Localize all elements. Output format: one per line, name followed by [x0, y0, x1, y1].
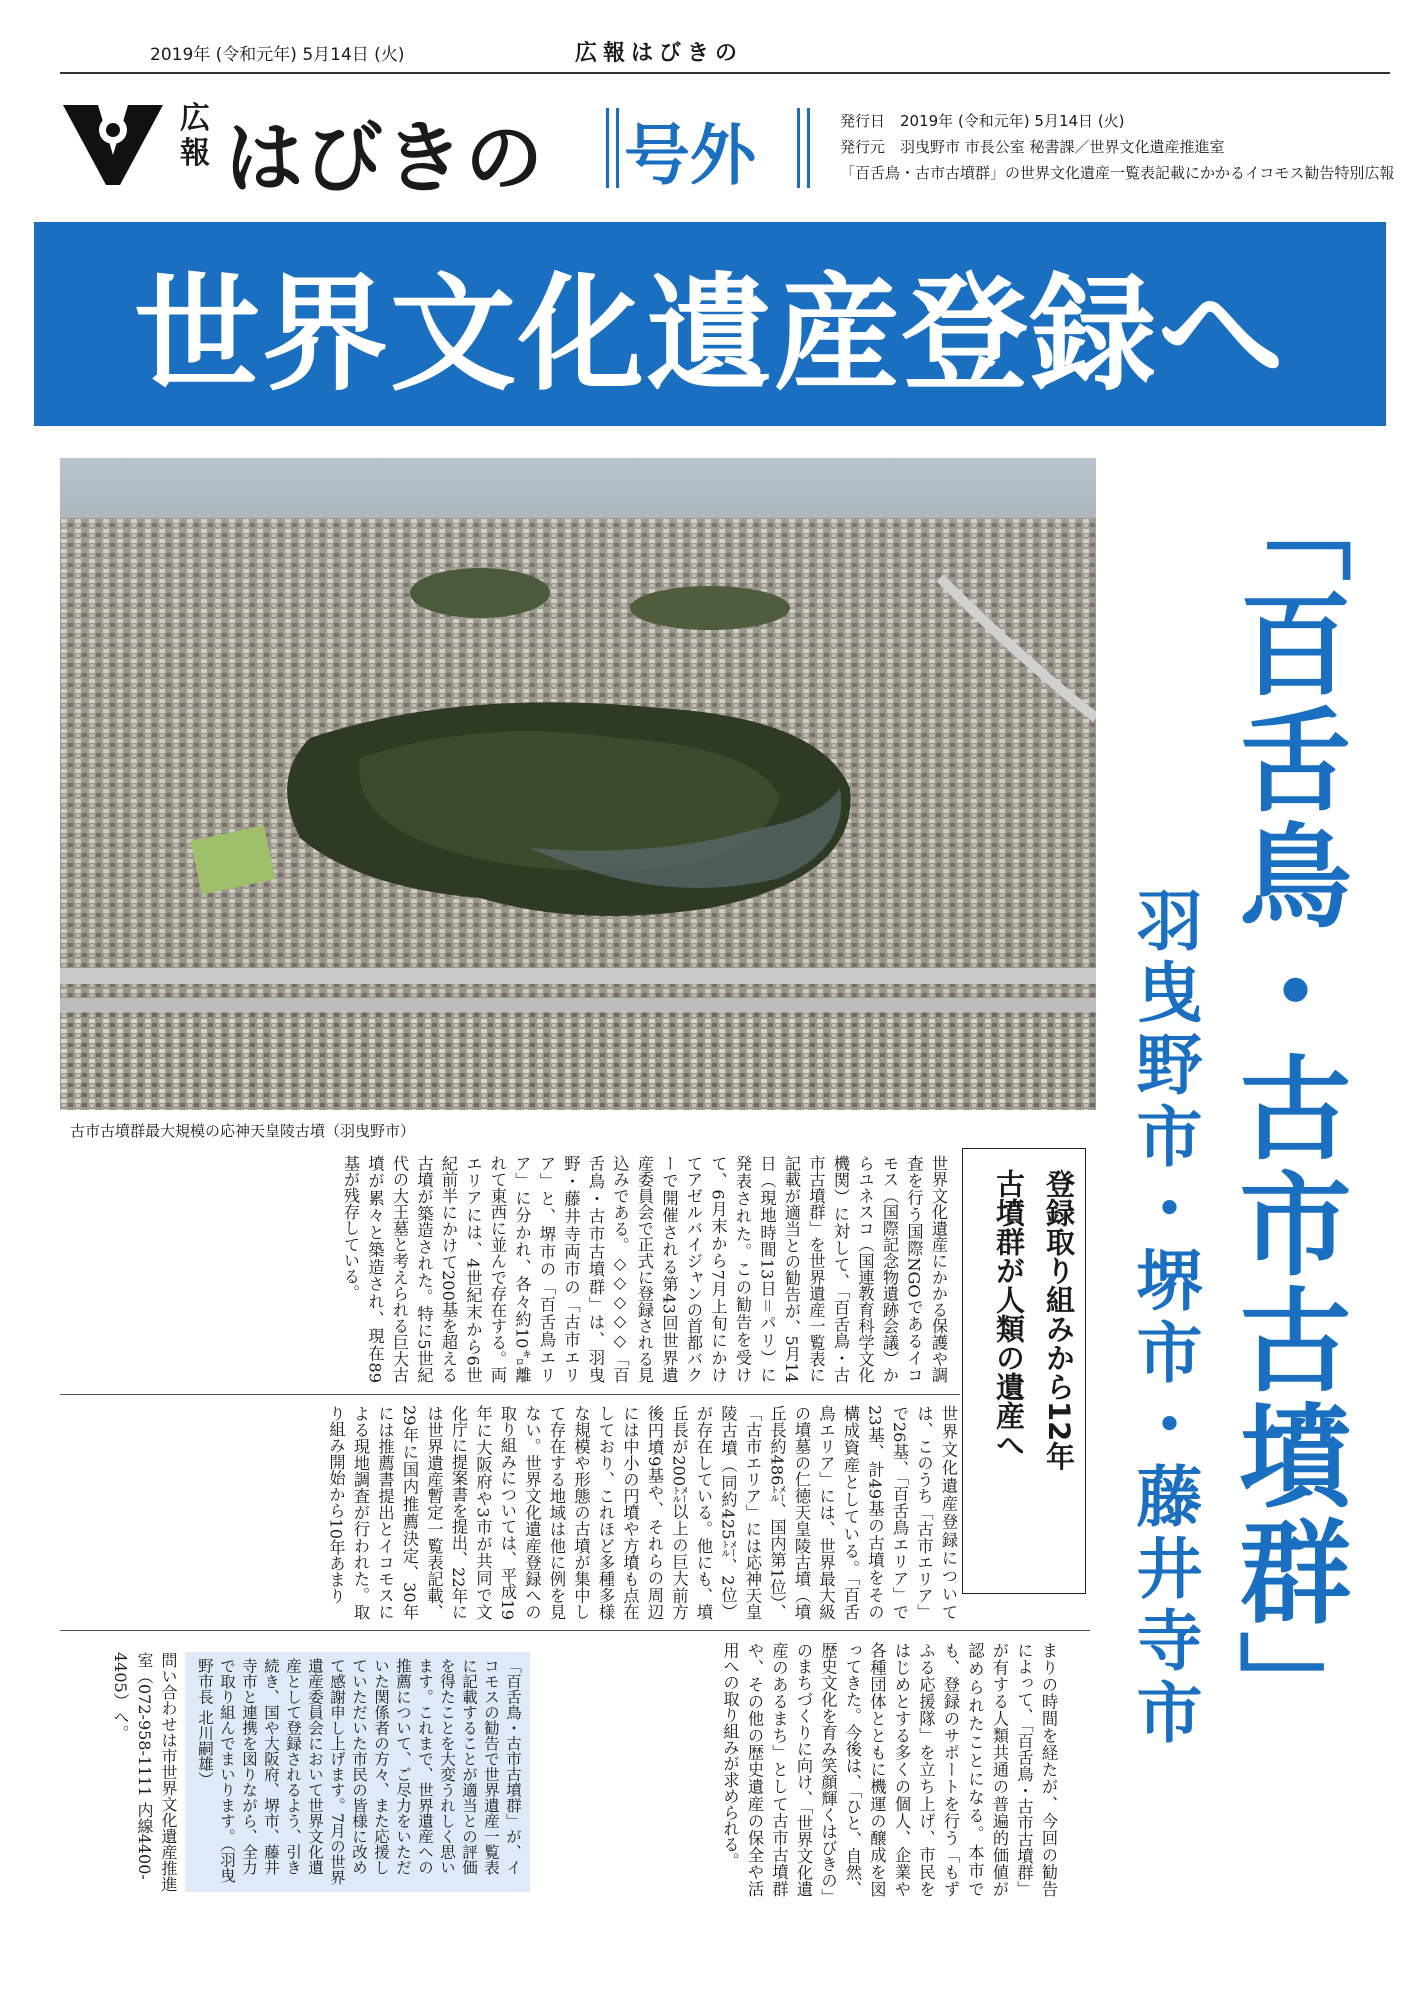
subheadline-line-1: 登録取り組みから12年 [1042, 1169, 1076, 1471]
contact-info: 問い合わせは市世界文化遺産推進室（072-958-1111 内線4400-4405）へ。 [111, 1652, 178, 1892]
headline-banner: 世界文化遺産登録へ [34, 222, 1386, 426]
vertical-cities-title: 羽曳野市・堺市・藤井寺市 [1125, 886, 1202, 1750]
extra-bracket-left [606, 108, 619, 188]
subheadline-line-2: 古墳群が人類の遺産へ [992, 1169, 1026, 1459]
photo-caption: 古市古墳群最大規模の応神天皇陵古墳（羽曳野市） [70, 1122, 416, 1140]
city-emblem-logo [58, 100, 168, 190]
header-title: 広報はびきの [575, 41, 744, 66]
header-divider [60, 72, 1390, 74]
column-divider-1 [60, 1394, 960, 1395]
mayor-message-box: 「百舌鳥・古市古墳群」が、イコモスの勧告で世界遺産一覧表に記載することが適当との評価を得たことを大変うれしく思います。これまで、世界遺産への推薦について、ご尽力をいただいた関係者の方々、また応援していただいた市民の皆様に改めて感謝申し上げます。7月の世界遺産委員会において世界文化遺産として登録されるよう、引き続き、国や大阪府、堺市、藤井寺市と連携を図りながら、全力で取り組んでまいります。（羽曳野市長 北川嗣雄） [185, 1652, 530, 1892]
extra-bracket-right [797, 108, 810, 188]
masthead-kou-char: 広 [180, 101, 210, 136]
pubinfo-subject: 「百舌鳥・古市古墳群」の世界文化遺産一覧表記載にかかるイコモス勧告特別広報 [840, 164, 1395, 182]
header-date: 2019年 (令和元年) 5月14日 (火) [150, 45, 405, 65]
article-block-2: 世界文化遺産登録については、このうち「古市エリア」で26基、「百舌鳥エリア」で23基、計49基の古墳をその構成資産としている。「百舌鳥エリア」には、世界最大級の墳墓の仁徳天皇陵古墳（墳丘長約486㍍、国内第1位）、「古市エリア」には応神天皇陵古墳（同約425㍍、2位）が存在している。他にも、墳丘長が200㍍以上の巨大前方後円墳9基や、それらの周辺には中小の円墳や方墳も点在しており、これほど多種多様な規模や形態の古墳が集中して存在する地域は他に例を見ない。世界文化遺産登録への取り組みについては、平成19年に大阪府や3市が共同で文化庁に提案書を提出、22年には世界遺産暫定一覧表記載、29年に国内推薦決定、30年には推薦書提出とイコモスによる現地調査が行われた。取り組み開始から10年あまり [326, 1405, 958, 1620]
extra-edition-label: 号外 [624, 117, 756, 194]
aerial-photo-kofun [60, 458, 1096, 1110]
pubinfo-publisher: 発行元 羽曳野市 市長公室 秘書課／世界文化遺産推進室 [840, 138, 1225, 156]
publication-info [840, 108, 1394, 186]
masthead-title: はびきの [225, 114, 546, 204]
pubinfo-date: 発行日 2019年 (令和元年) 5月14日 (火) [840, 112, 1125, 130]
masthead-hou-char: 報 [180, 135, 210, 171]
column-divider-2 [60, 1630, 1090, 1631]
article-block-3: まりの時間を経たが、今回の勧告によって、「百舌鳥・古市古墳群」が有する人類共通の普遍的価値が認められたことになる。本市でも、登録のサポートを行う「もずふる応援隊」を立ち上げ、市民をはじめとする多くの個人、企業や各種団体とともに機運の醸成を図ってきた。今後は、「ひと、自然、歴史文化を育み笑顔輝くはびきの」のまちづくりに向け、「世界文化遺産のあるまち」として古市古墳群や、その他の歴史遺産の保全や活用への取り組みが求められる。 [720, 1642, 1058, 1897]
vertical-main-title: 「百舌鳥・古市古墳群」 [1221, 470, 1351, 1746]
article-block-1: 世界文化遺産にかかる保護や調査を行う国際NGOであるイコモス（国際記念物遺跡会議）からユネスコ（国連教育科学文化機関）に対して、「百舌鳥・古市古墳群」を世界遺産一覧表に記載が適当との勧告が、5月14日（現地時間13日＝パリ）に発表された。この勧告を受けて、6月末から7月上旬にかけてアゼルバイジャンの首都バクーで開催される第43回世界遺産委員会で正式に登録される見込みである。◇◇◇◇◇「百舌鳥・古市古墳群」は、羽曳野・藤井寺両市の「古市エリア」と、堺市の「百舌鳥エリア」に分かれ、各々約10㌔離れて東西に並んで存在する。両エリアには、4世紀末から6世紀前半にかけて200基を超える古墳が築造された。特に5世紀代の大王墓と考えられる巨大古墳が累々と築造され、現在89基が残存している。 [341, 1155, 948, 1383]
masthead-kouhou [178, 102, 212, 171]
subheadline-box [962, 1148, 1086, 1594]
